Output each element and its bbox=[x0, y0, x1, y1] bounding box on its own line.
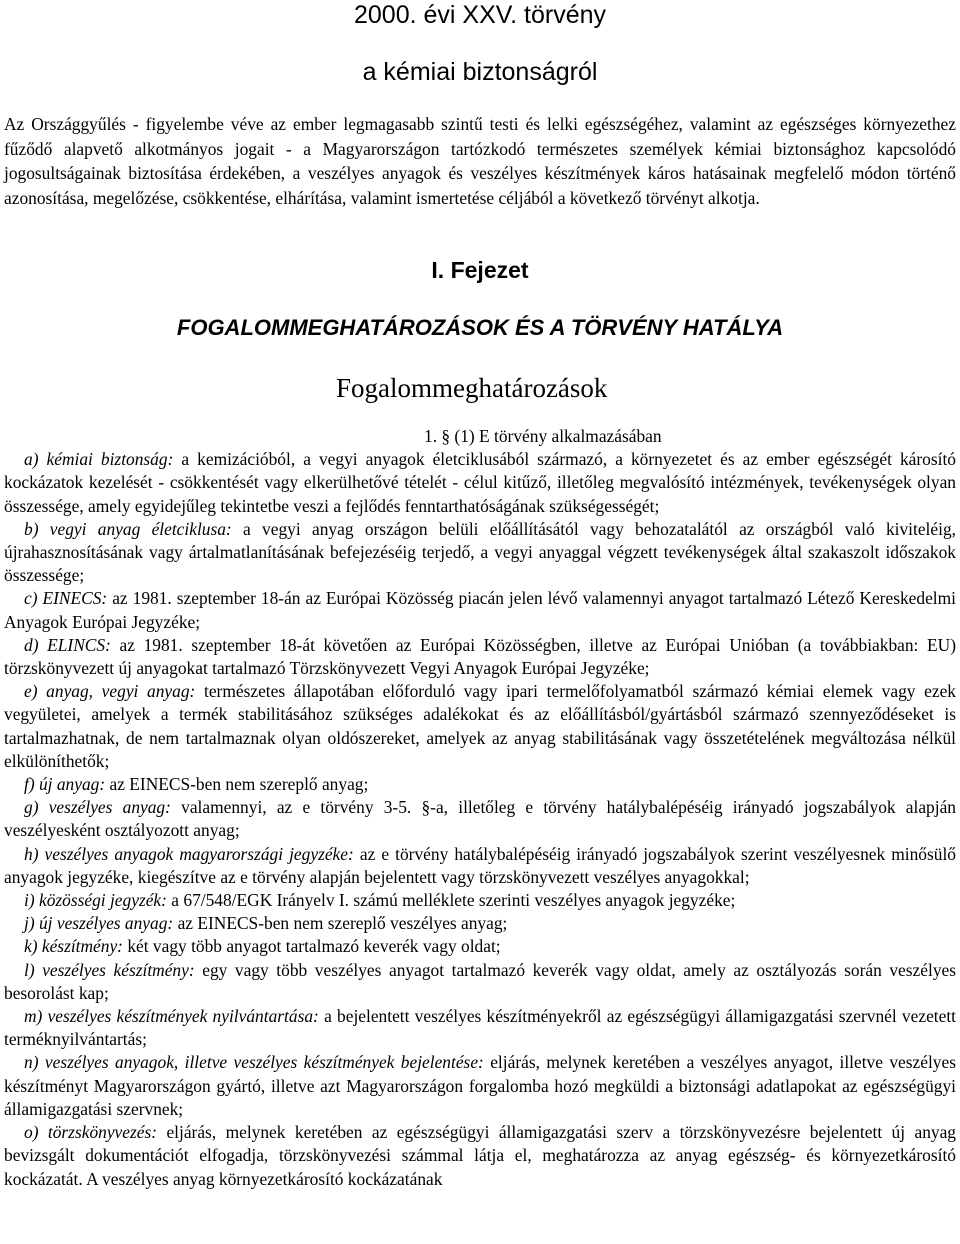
definition-text: egy vagy több veszélyes anyagot tartalmazó keverék vagy oldat, amely az osztályozás során veszélyes besorolást kap; bbox=[4, 959, 956, 1003]
definition-term: g) veszélyes anyag: bbox=[24, 797, 171, 818]
definition-text: az EINECS-ben nem szereplő veszélyes anyag; bbox=[173, 913, 508, 934]
definition-term: n) veszélyes anyagok, illetve veszélyes készítmények bejelentése: bbox=[24, 1052, 484, 1073]
definition-text: az 1981. szeptember 18-át követően az Európai Közösségben, illetve az Európai Unióban (a továbbiakban: EU) törzskönyvezett új anyagokat tartalmazó Törzskönyvezett Vegyi Anyagok Európai Jegyzéke; bbox=[4, 634, 956, 679]
definition-item bbox=[4, 959, 956, 1005]
definition-item bbox=[4, 680, 956, 773]
definition-text: eljárás, melynek keretében a veszélyes anyagot, illetve veszélyes készítményt Magyarországon gyártó, illetve azt Magyarországon forgalomba hozó megküldi a biztonsági adatlapokat az egészségügyi államigazgatási szervnek; bbox=[4, 1052, 956, 1119]
chapter-number: I. Fejezet bbox=[431, 257, 529, 283]
definition-item bbox=[4, 935, 956, 958]
definition-term: d) ELINCS: bbox=[24, 634, 111, 655]
definition-text: természetes állapotában előforduló vagy ipari termelőfolyamatból származó kémiai elemek vagy ezek vegyületei, amelyek a termék stabilitásához szükséges adalékokat és az előállításból/gyártásból származó szennyeződéseket is tartalmazhatnak, de nem tartalmaznak olyan oldószereket, amelyek az anyag stabilitásának vagy összetételének megváltozása nélkül elkülöníthetők; bbox=[4, 681, 956, 771]
definition-term: a) kémiai biztonság: bbox=[24, 449, 174, 470]
definition-item bbox=[4, 518, 956, 588]
definition-item bbox=[4, 1051, 956, 1121]
preamble-paragraph: Az Országgyűlés - figyelembe véve az ember legmagasabb szintű testi és lelki egészségéhez, valamint az egészséges környezethez fűződő alapvető alkotmányos jogait - a Magyarországon tartózkodó természetes személyek kémiai biztonsághoz kapcsolódó jogosultságainak biztosítása érdekében, a veszélyes anyagok és veszélyes készítmények káros hatásainak megfelelő módon történő azonosítása, megelőzése, csökkentése, elhárítása, valamint ismertetése céljából a következő törvényt alkotja. bbox=[4, 114, 956, 208]
definition-text: az e törvény hatálybalépéséig irányadó jogszabályok szerint veszélyesnek minősülő anyagok jegyzéke, kiegészítve az e törvény alapján bejelentett vagy törzskönyvezett veszélyes anyagokkal; bbox=[4, 843, 956, 887]
section-subtitle: Fogalommeghatározások bbox=[336, 373, 608, 403]
definition-term: e) anyag, vegyi anyag: bbox=[24, 681, 196, 702]
definition-text: két vagy több anyagot tartalmazó keverék vagy oldat; bbox=[122, 936, 501, 957]
law-number: 2000. évi XXV. törvény bbox=[353, 1, 606, 29]
definition-text: a 67/548/EGK Irányelv I. számú melléklete szerinti veszélyes anyagok jegyzéke; bbox=[166, 890, 736, 911]
definition-term: l) veszélyes készítmény: bbox=[24, 959, 195, 980]
definition-item bbox=[4, 448, 956, 518]
chapter-title: FOGALOMMEGHATÁROZÁSOK ÉS A TÖRVÉNY HATÁLYA bbox=[176, 315, 784, 340]
definition-item bbox=[4, 796, 956, 842]
law-title: a kémiai biztonságról bbox=[362, 58, 598, 86]
definition-term: o) törzskönyvezés: bbox=[24, 1122, 158, 1143]
section-body bbox=[4, 425, 956, 1191]
definition-text: a bejelentett veszélyes készítményekről az egészségügyi államigazgatási szervnél vezetett terméknyilvántartás; bbox=[4, 1006, 956, 1050]
definition-list bbox=[4, 448, 956, 1191]
definition-text: eljárás, melynek keretében az egészségügyi államigazgatási szerv a törzskönyvezésre bejelentett új anyag bevizsgált dokumentációt elfogadja, törzskönyvezési számmal látja el, meghatározza az anyag egészség- és környezetkárosító kockázatát. A veszélyes anyag környezetkárosító kockázatának bbox=[4, 1122, 957, 1189]
definition-item bbox=[4, 843, 956, 889]
definition-text: a vegyi anyag országon belüli előállításától vagy behozatalától az országból való kiviteléig, újrahasznosításának vagy ártalmatlanításának befejezéséig terjedő, a vegyi anyaggal végzett tevékenységek által szakaszolt időszakok összessége; bbox=[4, 518, 956, 586]
definition-term: i) közösségi jegyzék: bbox=[24, 890, 167, 911]
definition-item bbox=[4, 889, 956, 912]
definition-text: az EINECS-ben nem szereplő anyag; bbox=[105, 774, 369, 795]
definition-item bbox=[4, 587, 956, 633]
definition-item bbox=[4, 1121, 956, 1191]
definition-term: h) veszélyes anyagok magyarországi jegyzéke: bbox=[24, 843, 354, 864]
definition-item bbox=[4, 634, 956, 680]
definition-text: az 1981. szeptember 18-án az Európai Közösség piacán jelen lévő valamennyi anyagot tartalmazó Létező Kereskedelmi Anyagok Európai Jegyzéke; bbox=[4, 588, 956, 632]
definition-term: j) új veszélyes anyag: bbox=[24, 913, 174, 934]
definition-item bbox=[4, 1005, 956, 1051]
definition-term: b) vegyi anyag életciklusa: bbox=[24, 518, 232, 539]
definition-item bbox=[4, 773, 956, 796]
section-heading: 1. § (1) E törvény alkalmazásában bbox=[424, 426, 662, 446]
definition-term: m) veszélyes készítmények nyilvántartása: bbox=[24, 1006, 319, 1027]
definition-text: a kemizációból, a vegyi anyagok életciklusából származó, a környezetet és az ember egészségét károsító kockázatok kezelését - csökkentését vagy elkerülhetővé tételét - célul kitűző, illetőleg megvalósító intézmények, tevékenységek olyan összessége, amely egyidejűleg tekintetbe veszi a fejlődés fenntarthatóságának szükségességét; bbox=[4, 449, 956, 516]
definition-item bbox=[4, 912, 956, 935]
definition-text: valamennyi, az e törvény 3-5. §-a, illetőleg e törvény hatálybalépéséig irányadó jogszabályok alapján veszélyesként osztályozott anyag; bbox=[4, 797, 957, 841]
definition-term: k) készítmény: bbox=[24, 936, 123, 957]
definition-term: c) EINECS: bbox=[24, 588, 108, 609]
definition-term: f) új anyag: bbox=[24, 774, 106, 795]
